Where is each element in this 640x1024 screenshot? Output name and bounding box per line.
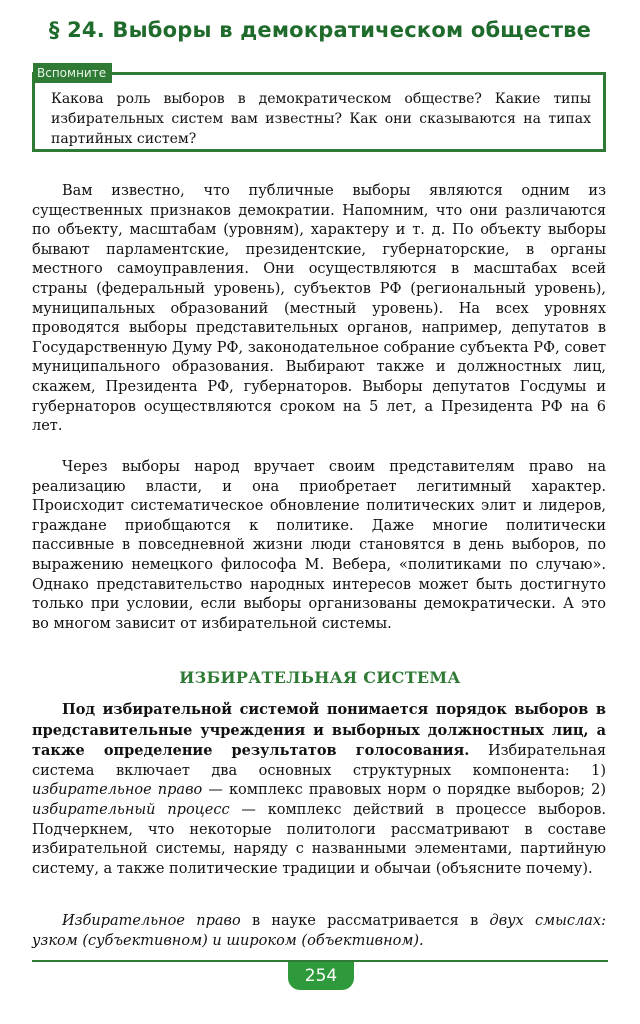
paragraph-1: Вам известно, что публичные выборы являются одним из существенных признаков демократии. Напомним, что они различаются по объекту, масштабам (уровням), характеру и т. д. По объекту выборы бывают парламентские, президентские, губернаторские, в органы местного самоуправления. Они осуществляются в масштабах всей страны (федеральный уровень), субъектов РФ (региональный уровень), муниципальных образований (местный уровень). На всех уровнях проводятся выборы представительных органов, например, депутатов в Государственную Думу РФ, законодательное собрание субъекта РФ, совет муниципального образования. Выбирают также и должностных лиц, скажем, Президента РФ, губернаторов. Выборы депутатов Госдумы и губернаторов осуществляются сроком на 5 лет, а Президента РФ на 6 лет. (32, 183, 606, 435)
recall-label: Вспомните (33, 63, 112, 83)
paragraph-4-text-a: в науке рассматривается в (240, 913, 490, 929)
section-heading: ИЗБИРАТЕЛЬНАЯ СИСТЕМА (179, 668, 461, 687)
term-electoral-process: избирательный процесс (32, 801, 230, 818)
paragraph-3-text-c: — комплекс действий в процессе выборов. Подчеркнем, что некоторые политологи рассматривают в составе избирательной системы, наряду с названными элементами, партийную систему, а также политические традиции и обычаи (объясните почему). (32, 801, 606, 877)
page-number: 254 (288, 962, 354, 990)
definition-text: Под избирательной системой понимается порядок выборов в представительные учреждения и выборных должностных лиц, а также определение результатов голосования. (32, 701, 606, 760)
recall-questions: Какова роль выборов в демократическом обществе? Какие типы избирательных систем вам известны? Как они сказываются на типах партийных систем? (51, 91, 591, 147)
term-electoral-law: избирательное право (32, 782, 203, 799)
two-meanings-text: двух смыслах: узком (субъективном) и широком (объективном). (32, 913, 606, 949)
recall-box (32, 66, 606, 152)
paragraph-3-text-b: — комплекс правовых норм о порядке выборов; 2) (202, 782, 606, 799)
page-title: § 24. Выборы в демократическом обществе (48, 18, 592, 42)
term-electoral-law-2: Избирательное право (62, 913, 241, 929)
paragraph-2: Через выборы народ вручает своим представителям право на реализацию власти, и она приобретает легитимный характер. Происходит систематическое обновление политических элит и лидеров, граждане приобщаются к политике. Даже многие политически пассивные в повседневной жизни люди становятся в день выборов, по выражению немецкого философа М. Вебера, «политиками по случаю». Однако представительство народных интересов может быть достигнуто только при условии, если выборы организованы демократически. А это во многом зависит от избирательной системы. (32, 459, 606, 632)
paragraph-4 (32, 912, 606, 951)
paragraph-3 (32, 700, 606, 879)
paragraph-3-text-a: Избирательная система включает два основных структурных компонента: 1) (32, 743, 606, 779)
